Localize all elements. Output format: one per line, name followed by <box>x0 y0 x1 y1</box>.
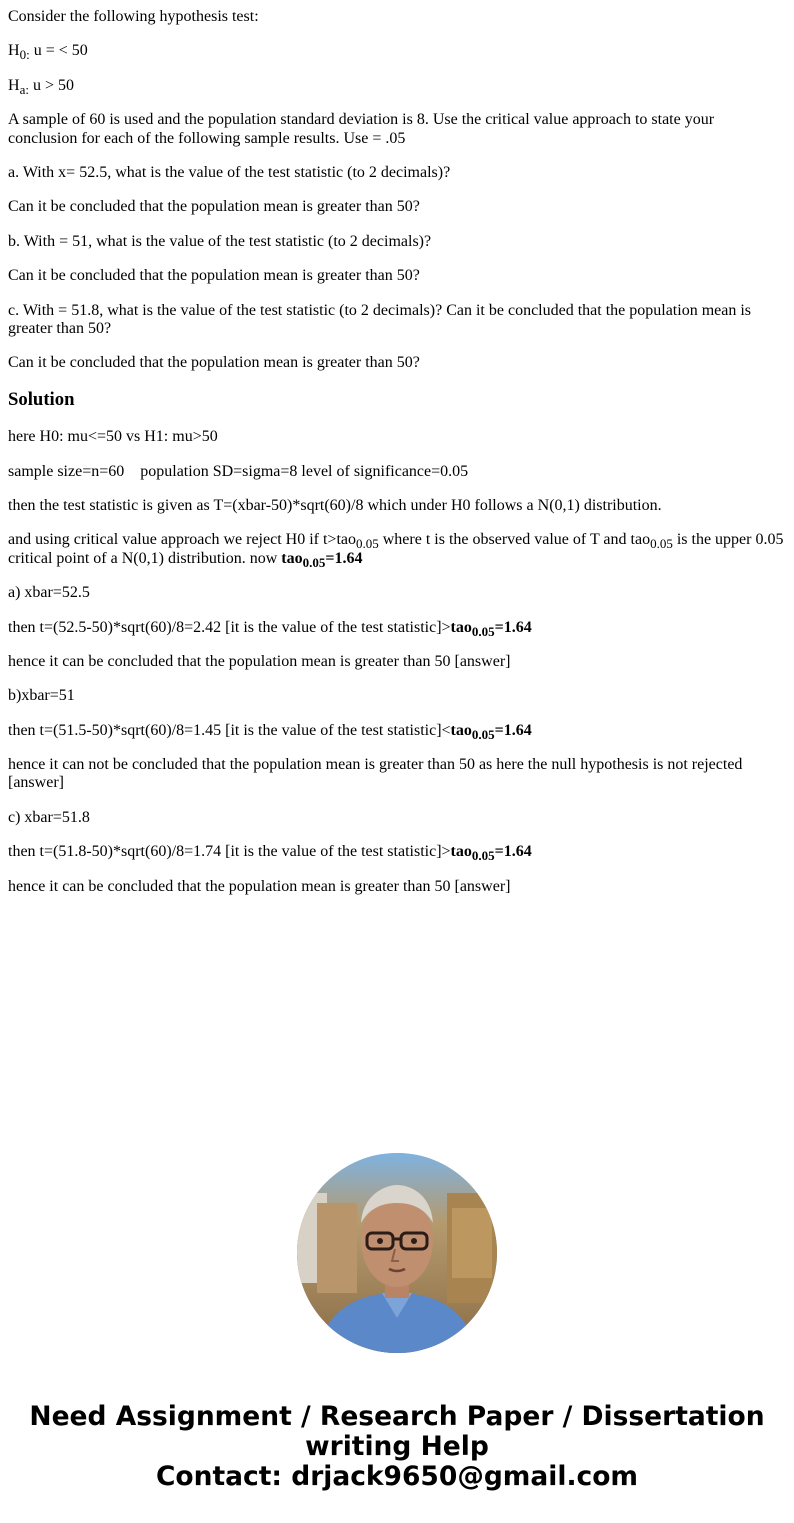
question-part-b-conclude: Can it be concluded that the population mean is greater than 50? <box>8 267 420 285</box>
question-part-a: a. With x= 52.5, what is the value of the test statistic (to 2 decimals)? <box>8 163 451 181</box>
null-hypothesis: $H_{0:}$ u = < 50 <box>8 42 88 63</box>
author-portrait-icon <box>297 1153 497 1353</box>
promo-banner <box>0 1402 794 1492</box>
question-sample-text: A sample of 60 is used and the population standard deviation is 8. Use the critical value approach to state your conclusion for each of the following sample results. Use = .05 <box>8 111 715 147</box>
solution-critical-value: and using critical value approach we reject H0 if t>tao$_{0.05}$ where t is the observed value of T and tao$_{0.05}$ is the upper 0.05 critical point of a N(0,1) distribution. now tao$_{0.05}$=1.64 <box>8 531 784 570</box>
solution-hypotheses: here H0: mu<=50 vs H1: mu>50 <box>8 428 218 446</box>
solution-b-result: hence it can not be concluded that the population mean is greater than 50 as here the null hypothesis is not rejected [answer] <box>8 756 743 792</box>
solution-statistic: then the test statistic is given as T=(xbar-50)*sqrt(60)/8 which under H0 follows a N(0,1) distribution. <box>8 496 662 514</box>
solution-b-heading: b)xbar=51 <box>8 687 75 705</box>
solution-parameters: sample size=n=60 population SD=sigma=8 level of significance=0.05 <box>8 462 469 480</box>
question-intro: Consider the following hypothesis test: <box>8 8 259 25</box>
author-avatar <box>297 1153 497 1353</box>
solution-c-calculation: then t=(51.8-50)*sqrt(60)/8=1.74 [it is the value of the test statistic]>tao$_{0.05}$=1.64 <box>8 843 532 864</box>
solution-a-calculation: then t=(52.5-50)*sqrt(60)/8=2.42 [it is the value of the test statistic]>tao$_{0.05}$=1.64 <box>8 618 532 639</box>
question-part-c-conclude: Can it be concluded that the population mean is greater than 50? <box>8 354 420 372</box>
promo-line-1: Need Assignment / Research Paper / Dissertation <box>29 1401 765 1432</box>
promo-line-2: writing Help <box>305 1431 489 1462</box>
solution-c-result: hence it can be concluded that the population mean is greater than 50 [answer] <box>8 877 511 895</box>
question-part-c: c. With = 51.8, what is the value of the test statistic (to 2 decimals)? Can it be concluded that the population mean is greater than 50? <box>8 301 752 337</box>
question-part-b: b. With = 51, what is the value of the test statistic (to 2 decimals)? <box>8 232 432 250</box>
question-part-a-conclude: Can it be concluded that the population mean is greater than 50? <box>8 198 420 216</box>
promo-contact: Contact: drjack9650@gmail.com <box>155 1461 639 1492</box>
solution-a-heading: a) xbar=52.5 <box>8 584 90 602</box>
alternative-hypothesis: $H_{a:}$ u > 50 <box>8 76 74 97</box>
solution-b-calculation: then t=(51.5-50)*sqrt(60)/8=1.45 [it is the value of the test statistic]<tao$_{0.05}$=1.64 <box>8 721 532 742</box>
solution-c-heading: c) xbar=51.8 <box>8 808 90 826</box>
solution-heading: Solution <box>8 388 75 410</box>
solution-a-result: hence it can be concluded that the population mean is greater than 50 [answer] <box>8 652 511 670</box>
